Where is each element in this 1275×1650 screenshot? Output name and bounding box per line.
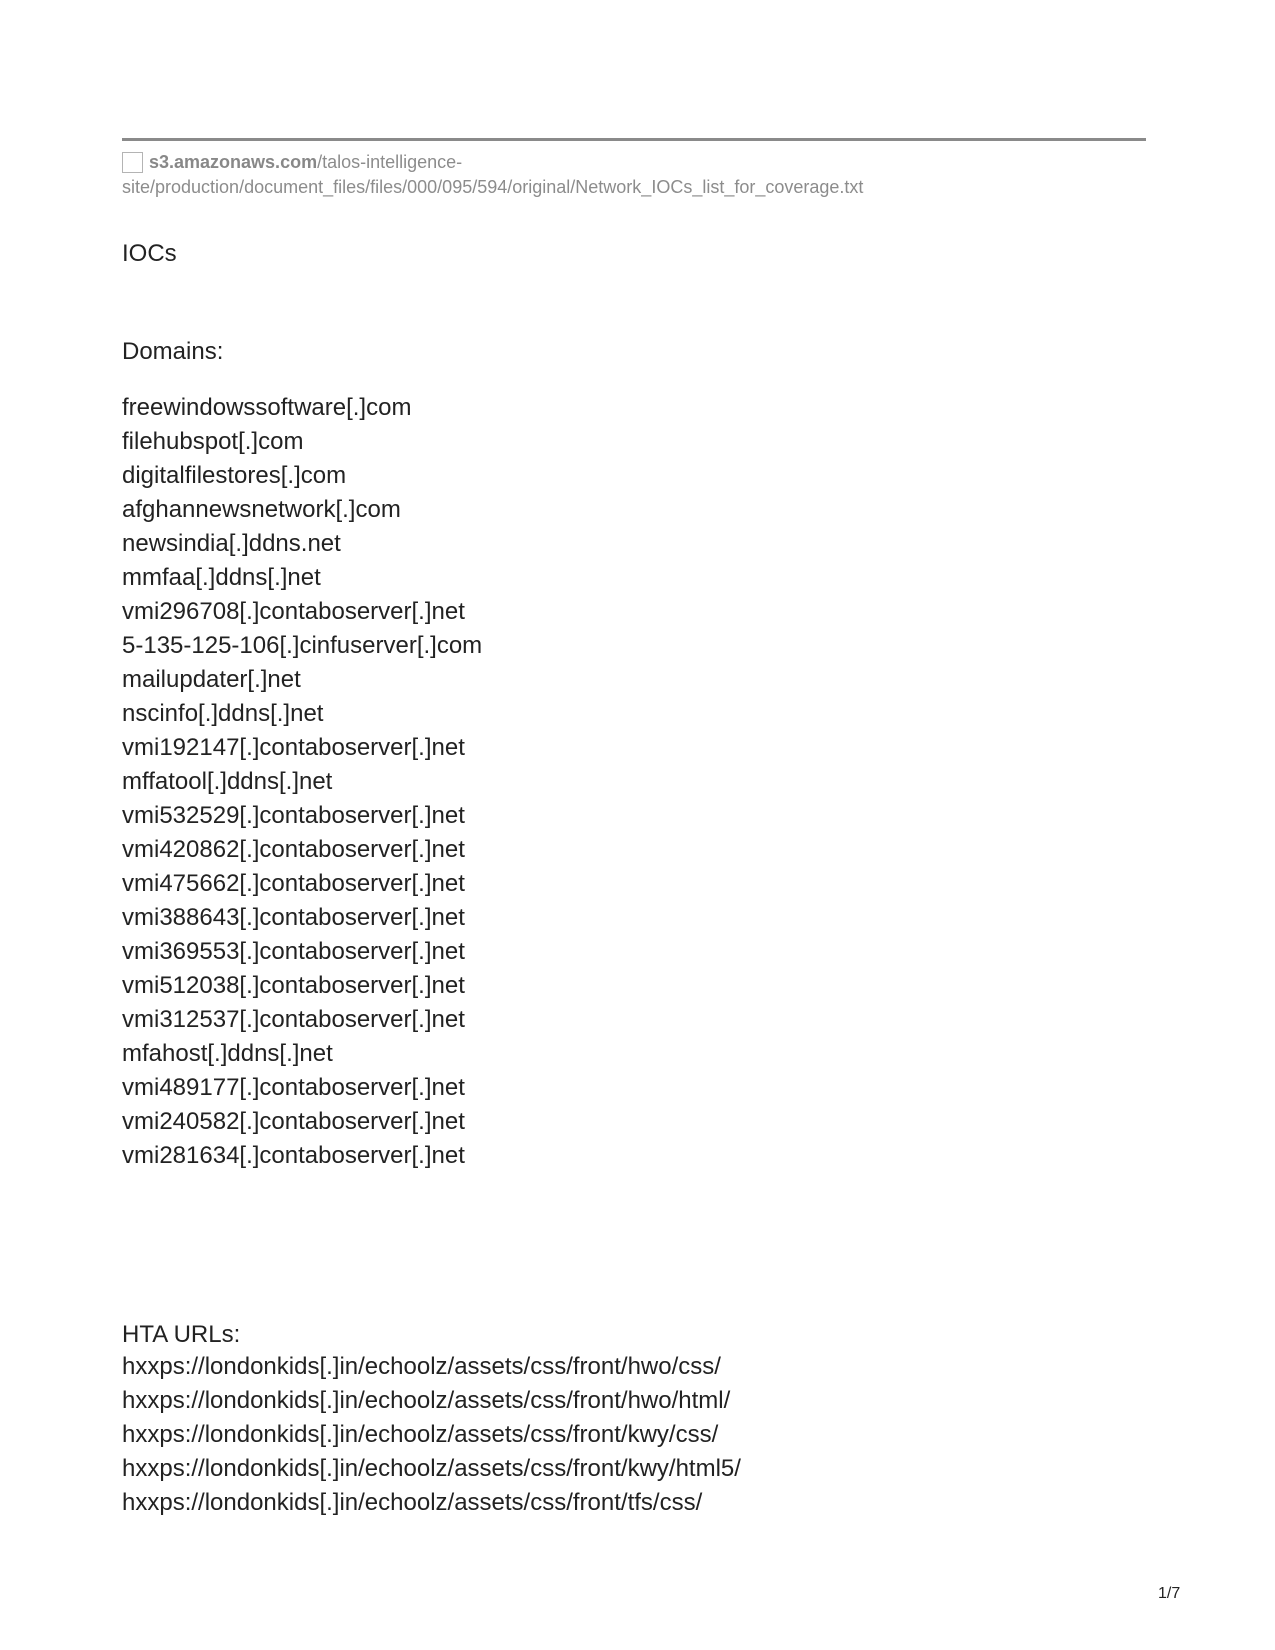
domain-item: vmi532529[.]contaboserver[.]net: [122, 802, 465, 829]
domains-heading: Domains:: [122, 338, 224, 365]
hta-url-item: hxxps://londonkids[.]in/echoolz/assets/css/front/tfs/css/: [122, 1489, 703, 1516]
hta-urls-heading: HTA URLs:: [122, 1321, 241, 1348]
domain-item: filehubspot[.]com: [122, 428, 304, 455]
top-divider: [122, 138, 1146, 141]
domain-item: nscinfo[.]ddns[.]net: [122, 700, 324, 727]
domain-item: vmi240582[.]contaboserver[.]net: [122, 1108, 465, 1135]
domain-item: vmi281634[.]contaboserver[.]net: [122, 1142, 465, 1169]
domain-item: mffatool[.]ddns[.]net: [122, 768, 333, 795]
domain-item: newsindia[.]ddns.net: [122, 530, 341, 557]
favicon-icon: [122, 152, 143, 173]
source-host: s3.amazonaws.com: [149, 152, 318, 172]
hta-urls-list: [122, 1350, 741, 1520]
page-number: 1/7: [1158, 1585, 1181, 1602]
domain-item: 5-135-125-106[.]cinfuserver[.]com: [122, 632, 483, 659]
hta-url-item: hxxps://londonkids[.]in/echoolz/assets/css/front/hwo/html/: [122, 1387, 731, 1414]
domain-item: digitalfilestores[.]com: [122, 462, 347, 489]
domain-item: mfahost[.]ddns[.]net: [122, 1040, 333, 1067]
hta-url-item: hxxps://londonkids[.]in/echoolz/assets/css/front/kwy/css/: [122, 1421, 719, 1448]
source-url[interactable]: [122, 150, 1122, 200]
domain-item: vmi475662[.]contaboserver[.]net: [122, 870, 465, 897]
domain-item: afghannewsnetwork[.]com: [122, 496, 401, 523]
document-title: IOCs: [122, 240, 177, 267]
domain-item: vmi512038[.]contaboserver[.]net: [122, 972, 465, 999]
domain-item: mailupdater[.]net: [122, 666, 301, 693]
hta-url-item: hxxps://londonkids[.]in/echoolz/assets/css/front/kwy/html5/: [122, 1455, 741, 1482]
domain-item: vmi369553[.]contaboserver[.]net: [122, 938, 465, 965]
domain-item: vmi489177[.]contaboserver[.]net: [122, 1074, 465, 1101]
domain-item: vmi420862[.]contaboserver[.]net: [122, 836, 465, 863]
domain-item: vmi388643[.]contaboserver[.]net: [122, 904, 465, 931]
domain-item: mmfaa[.]ddns[.]net: [122, 564, 321, 591]
source-path-line2: site/production/document_files/files/000/095/594/original/Network_IOCs_list_for_coverage.txt: [122, 177, 864, 197]
domains-list: [122, 391, 482, 1173]
source-path-line1: /talos-intelligence-: [317, 152, 463, 172]
domain-item: freewindowssoftware[.]com: [122, 394, 412, 421]
domain-item: vmi296708[.]contaboserver[.]net: [122, 598, 465, 625]
domain-item: vmi312537[.]contaboserver[.]net: [122, 1006, 465, 1033]
hta-url-item: hxxps://londonkids[.]in/echoolz/assets/css/front/hwo/css/: [122, 1353, 721, 1380]
domain-item: vmi192147[.]contaboserver[.]net: [122, 734, 465, 761]
